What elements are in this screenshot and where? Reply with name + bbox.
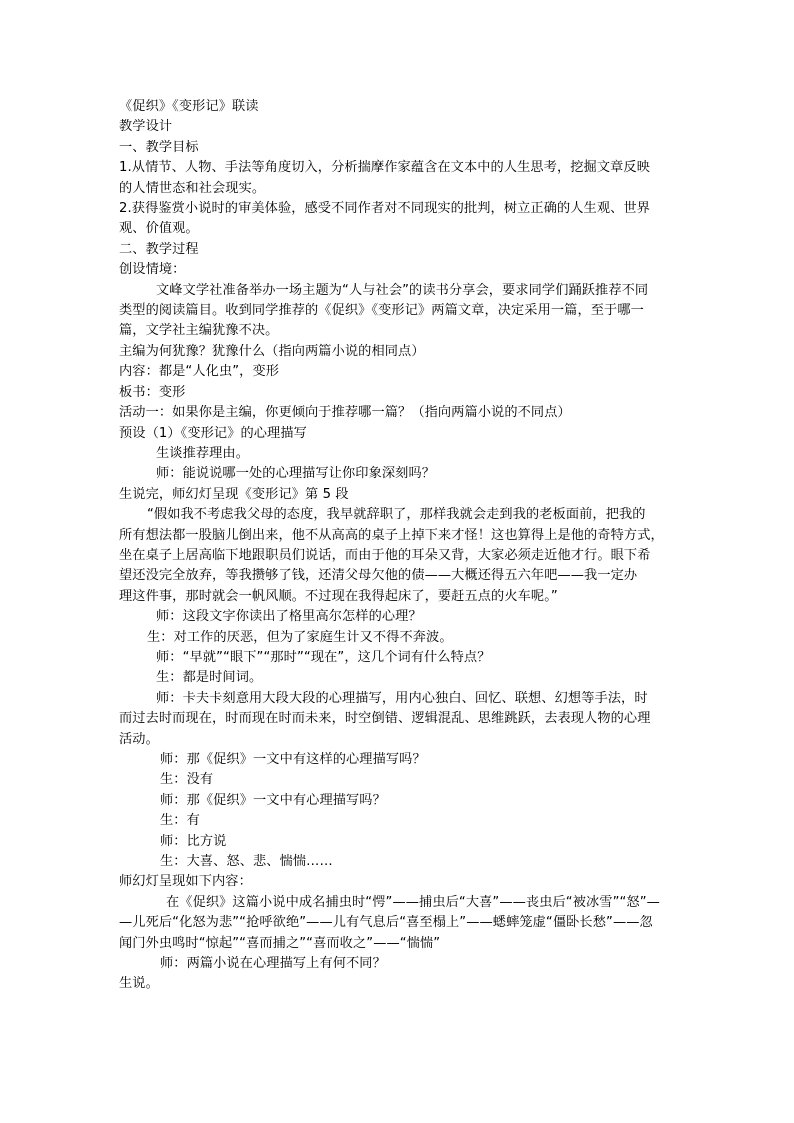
student-answer-2: 生：对工作的厌恶，但为了家庭生计又不得不奔波。 — [147, 629, 453, 645]
teacher-explain-line-3: 活动。 — [119, 731, 159, 747]
student-answer-5: 生：有 — [160, 813, 200, 829]
slide-intro-line: 生说完，师幻灯呈现《变形记》第 5 段 — [119, 486, 349, 502]
goal-1-line-2: 的人情世态和社会现实。 — [119, 180, 266, 196]
quote-line-4: 望还没完全放弃，等我攒够了钱，还清父母欠他的债——大概还得五六年吧——我一定办 — [119, 568, 638, 584]
teacher-question-7: 师：两篇小说在心理描写上有何不同？ — [160, 956, 386, 972]
teacher-question-2: 师：这段文字你读出了格里高尔怎样的心理？ — [156, 609, 422, 625]
teacher-explain-line-1: 师：卡夫卡刻意用大段大段的心理描写，用内心独白、回忆、联想、幻想等手法，时 — [156, 690, 648, 706]
scene-paragraph-line-3: 篇，文学社主编犹豫不决。 — [119, 323, 279, 339]
goal-1-line-1: 1.从情节、人物、手法等角度切入，分析揣摩作家蕴含在文本中的人生思考，挖掘文章反映 — [119, 160, 650, 176]
activity-1-line: 活动一：如果你是主编，你更倾向于推荐哪一篇？（指向两篇小说的不同点） — [119, 405, 571, 421]
student-answer-6: 生：大喜、怒、悲、惴惴…… — [160, 854, 333, 870]
teacher-explain-line-2: 而过去时而现在，时而现在时而未来，时空倒错、逻辑混乱、思维跳跃，去表现人物的心理 — [119, 711, 651, 727]
student-answer-4: 生：没有 — [160, 772, 214, 788]
teacher-question-5: 师：那《促织》一文中有心理描写吗？ — [160, 792, 386, 808]
teacher-question-3: 师：“早就”“眼下”“那时”“现在”，这几个词有什么特点？ — [156, 649, 491, 665]
teacher-question-4: 师：那《促织》一文中有这样的心理描写吗？ — [160, 752, 426, 767]
quote-line-2: 所有想法都一股脑儿倒出来，他不从高高的桌子上掉下来才怪！这也算得上是他的奇特方式， — [119, 527, 664, 543]
slide-line-3: 闻门外虫鸣时“惊起”“喜而捕之”“喜而收之”——“惴惴” — [119, 935, 441, 951]
content-line: 内容：都是“人化虫”，变形 — [119, 364, 280, 380]
board-line: 板书：变形 — [119, 384, 186, 400]
doc-title: 《促织》《变形记》联读 — [119, 99, 259, 114]
student-final-line: 生说。 — [119, 976, 159, 992]
section-heading-goals: 一、教学目标 — [119, 139, 199, 155]
scene-label: 创设情境： — [119, 262, 186, 278]
question-line: 主编为何犹豫？犹豫什么（指向两篇小说的相同点） — [119, 343, 425, 359]
teacher-question-6: 师：比方说 — [160, 833, 227, 849]
doc-subtitle: 教学设计 — [119, 119, 173, 135]
quote-line-1: “假如我不考虑我父母的态度，我早就辞职了，那样我就会走到我的老板面前，把我的 — [147, 507, 646, 523]
scene-paragraph-line-2: 类型的阅读篇目。收到同学推荐的《促织》《变形记》两篇文章，决定采用一篇，至于哪一 — [119, 303, 644, 319]
teacher-question-1: 师：能说说哪一处的心理描写让你印象深刻吗？ — [156, 466, 436, 482]
goal-2-line-2: 观、价值观。 — [119, 221, 199, 237]
quote-line-5: 理这件事，那时就会一帆风顺。不过现在我得起床了，要赶五点的火车呢。” — [119, 588, 558, 604]
preset-1-line: 预设（1）《变形记》的心理描写 — [119, 425, 307, 441]
quote-line-3: 坐在桌子上居高临下地跟职员们说话，而由于他的耳朵又背，大家必须走近他才行。眼下希 — [119, 547, 651, 563]
slide-line-2: —儿死后“化怒为悲”“抢呼欲绝”——儿有气息后“喜至榻上”——蟋蟀笼虚“僵卧长愁”——忽 — [119, 915, 653, 931]
scene-paragraph-line-1: 文峰文学社准备举办一场主题为“人与社会”的读书分享会，要求同学们踊跃推荐不同 — [156, 282, 649, 298]
slide-line-1: 在《促织》这篇小说中成名捕虫时“愕”——捕虫后“大喜”——丧虫后“被冰雪”“怒”— — [166, 894, 660, 910]
section-heading-process: 二、教学过程 — [119, 241, 199, 257]
slide-heading: 师幻灯呈现如下内容： — [119, 874, 252, 890]
student-reason-line: 生谈推荐理由。 — [156, 445, 250, 461]
student-answer-3: 生：都是时间词。 — [156, 670, 263, 686]
goal-2-line-1: 2.获得鉴赏小说时的审美体验，感受不同作者对不同现实的批判，树立正确的人生观、世界 — [119, 201, 650, 217]
